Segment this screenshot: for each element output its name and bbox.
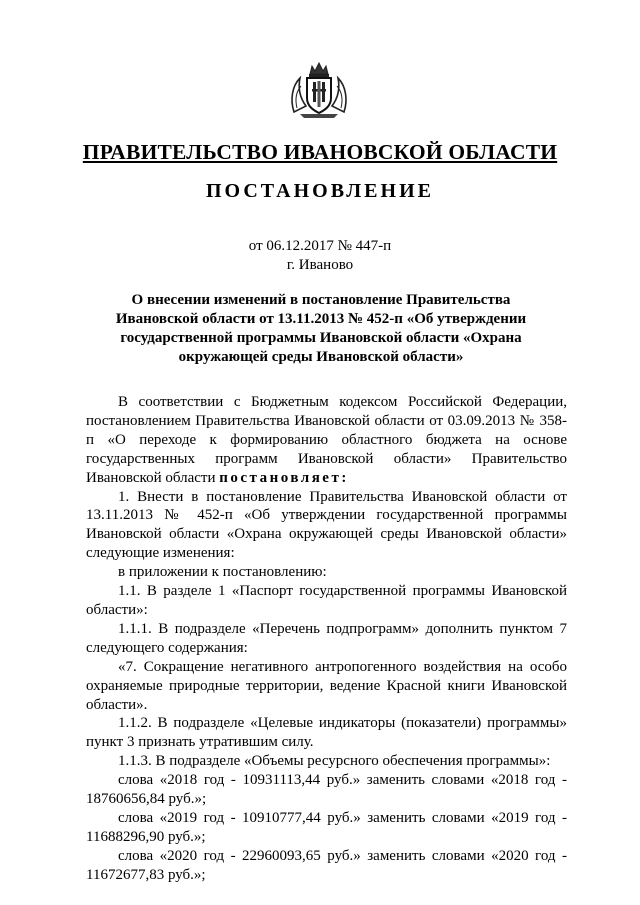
paragraph-6: 1.1.2. В подразделе «Целевые индикаторы (показатели) программы» пункт 3 признать утратившим силу. — [86, 715, 567, 751]
document-title: О внесении изменений в постановление Правительства Ивановской области от 13.11.2013 № 452-п «Об утверждении государственной программы Ивановской области «Охрана окружающей среды Ивановской области» — [115, 292, 527, 365]
paragraph-2: в приложении к постановлению: — [118, 564, 327, 581]
resolves-word: постановляет: — [219, 469, 349, 486]
paragraph-10: слова «2020 год - 22960093,65 руб.» заменить словами «2020 год - 11672677,83 руб.»; — [86, 847, 567, 883]
city: г. Иваново — [286, 257, 354, 273]
preamble-text: В соответствии с Бюджетным кодексом Российской Федерации, постановлением Правительства Ивановской области от 03.09.2013 № 358-п «О переходе к формированию областного бюджета на основе государственных программ Ивановской области» Правительство Ивановской области — [86, 394, 567, 486]
paragraph-3: 1.1. В разделе 1 «Паспорт государственной программы Ивановской области»: — [86, 583, 567, 618]
date-number: от 06.12.2017 № 447-п — [248, 238, 392, 254]
paragraph-5: «7. Сокращение негативного антропогенного воздействия на особо охраняемые природные территории, ведение Красной книги Ивановской области». — [86, 658, 567, 713]
paragraph-8: слова «2018 год - 10931113,44 руб.» заменить словами «2018 год - 18760656,84 руб.»; — [86, 772, 567, 808]
document-type: ПОСТАНОВЛЕНИЕ — [206, 180, 434, 202]
organization-name: ПРАВИТЕЛЬСТВО ИВАНОВСКОЙ ОБЛАСТИ — [82, 140, 558, 164]
paragraph-7: 1.1.3. В подразделе «Объемы ресурсного обеспечения программы»: — [118, 753, 551, 770]
paragraph-1: 1. Внести в постановление Правительства Ивановской области от 13.11.2013 № 452-п «Об утверждении государственной программы Ивановской области «Охрана окружающей среды Ивановской области» следующие изменения: — [86, 488, 567, 562]
coat-of-arms-icon — [288, 60, 350, 120]
paragraph-9: слова «2019 год - 10910777,44 руб.» заменить словами «2019 год - 11688296,90 руб.»; — [86, 809, 567, 845]
preamble-paragraph — [86, 393, 567, 488]
paragraph-4: 1.1.1. В подразделе «Перечень подпрограмм» дополнить пунктом 7 следующего содержания: — [86, 620, 567, 656]
document-body — [86, 393, 567, 885]
